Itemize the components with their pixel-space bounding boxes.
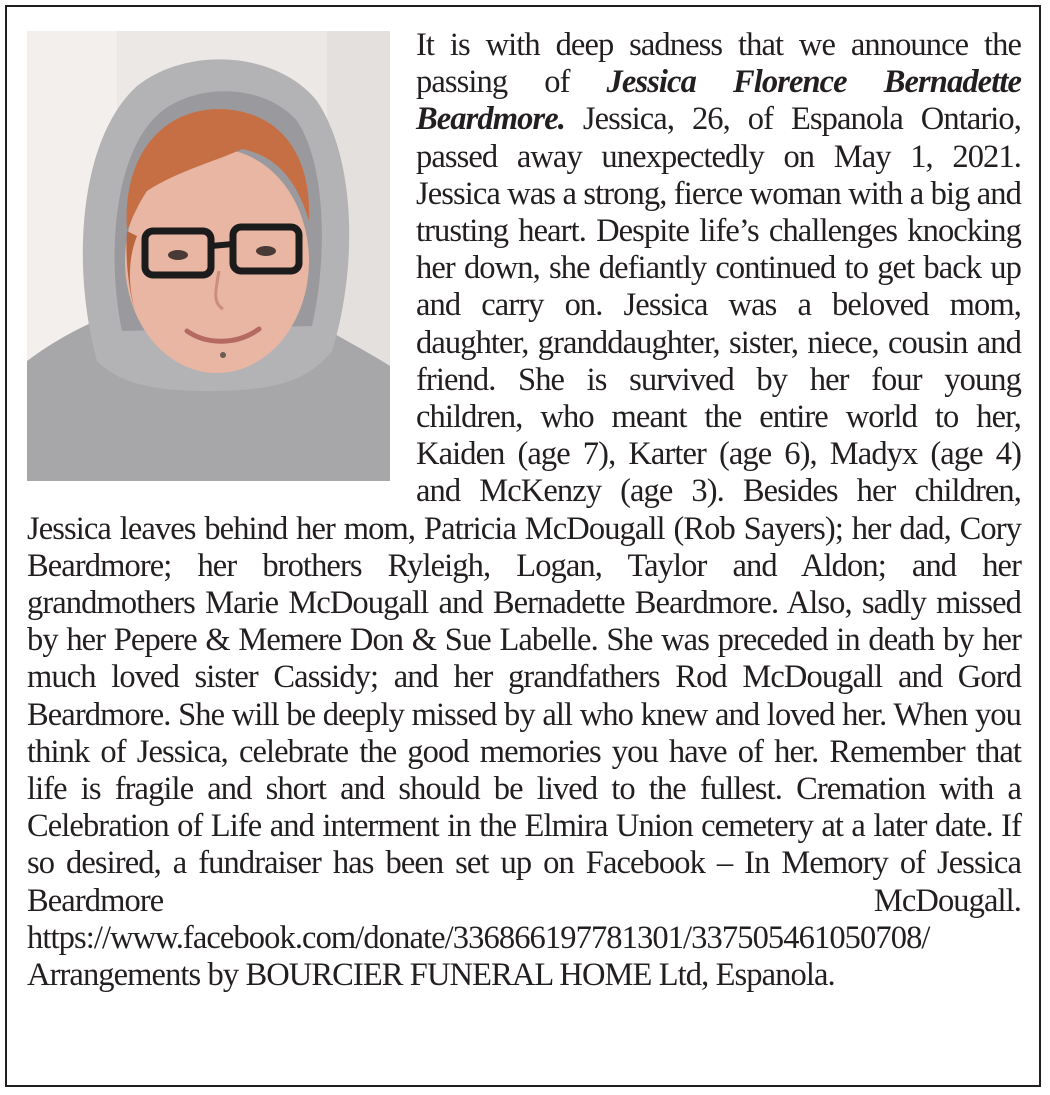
portrait-photo (27, 31, 390, 481)
portrait-photo-icon (27, 31, 390, 481)
obituary-intro: It is with deep sadness that we announce the passing of (416, 27, 1021, 101)
deceased-name: Jessica Florence Bernadette Beardmore. (416, 64, 1021, 138)
obituary-content (27, 27, 1021, 994)
obituary-body: Jessica, 26, of Espanola Ontario, passed away unexpectedly on May 1, 2021. Jessica was a strong, fierce woman with a big and trusting heart. Despite life’s challenges knocking her down, she defiantly continued to get back up and carry on. Jessica was a beloved mom, daughter, granddaughter, sister, niece, cousin and friend. She is survived by her four young children, who meant the entire world to her, Kaiden (age 7), Karter (age 6), Madyx (age 4) and McKenzy (age 3). Besides her children, Jessica leaves behind her mom, Patricia McDougall (Rob Sayers); her dad, Cory Beardmore; her brothers Ryleigh, Logan, Taylor and Aldon; and her grandmothers Marie McDougall and Bernadette Beardmore. Also, sadly missed by her Pepere & Memere Don & Sue Labelle. She was preceded in death by her much loved sister Cassidy; and her grandfathers Rod McDougall and Gord Beardmore. She will be deeply missed by all who knew and loved her. When you think of Jessica, celebrate the good memories you have of her. Remember that life is fragile and short and should be lived to the fullest. Cremation with a Celebration of Life and interment in the Elmira Union cemetery at a later date. If so desired, a fundraiser has been set up on Facebook – In Memory of Jessica Beardmore McDougall. https://www.facebook.com/donate/336866197781301/337505461050708/ Arrangements by BOURCIER FUNERAL HOME Ltd, Espanola. (27, 101, 1021, 994)
obituary-frame (5, 5, 1041, 1087)
